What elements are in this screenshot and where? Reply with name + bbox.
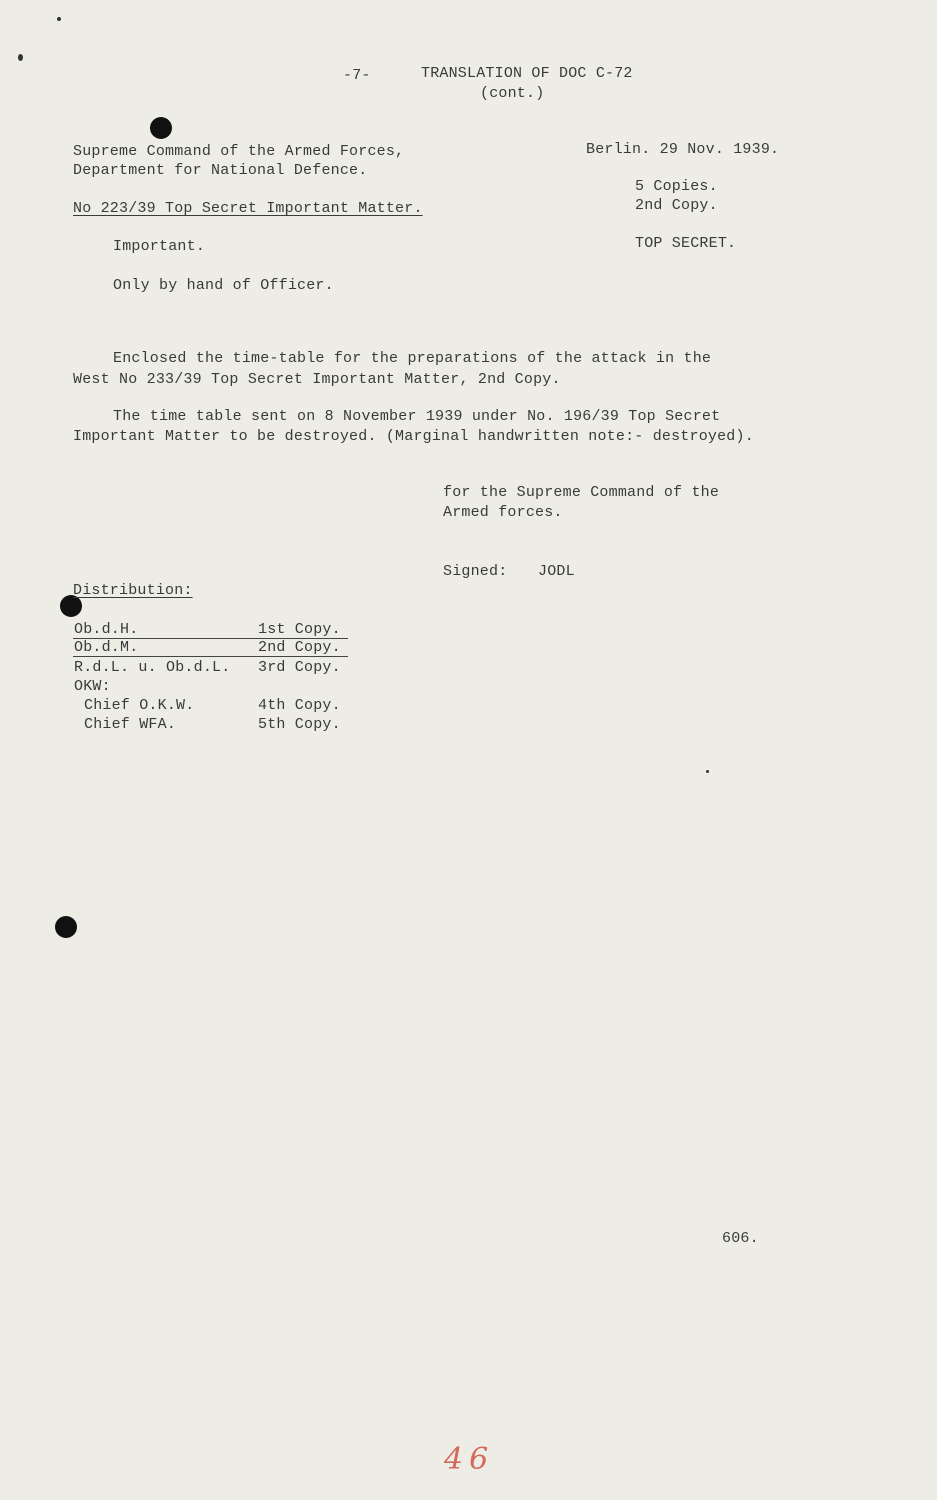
- distribution-rule: [73, 656, 348, 657]
- distribution-heading: Distribution:: [73, 582, 193, 599]
- classification: TOP SECRET.: [635, 235, 737, 252]
- handling-note: Only by hand of Officer.: [113, 277, 334, 294]
- distribution-recipient: Chief WFA.: [84, 716, 177, 733]
- body-paragraph-2-line-1: The time table sent on 8 November 1939 under No. 196/39 Top Secret: [113, 408, 721, 425]
- body-paragraph-1-line-2: West No 233/39 Top Secret Important Matter, 2nd Copy.: [73, 371, 561, 388]
- handwritten-page-number: 46: [444, 1442, 495, 1477]
- distribution-recipient: R.d.L. u. Ob.d.L.: [74, 659, 231, 676]
- sender-line-2: Department for National Defence.: [73, 162, 368, 179]
- distribution-copy: 5th Copy.: [258, 716, 341, 733]
- distribution-copy: 2nd Copy.: [258, 639, 341, 656]
- signature-label: Signed:: [443, 563, 508, 580]
- signature-name: JODL: [538, 563, 575, 580]
- speck: [57, 17, 61, 21]
- page-number: -7-: [343, 67, 371, 84]
- punch-hole-top: [150, 117, 172, 139]
- punch-hole-bottom: [55, 916, 77, 938]
- body-paragraph-2-line-2: Important Matter to be destroyed. (Marginal handwritten note:- destroyed).: [73, 428, 754, 445]
- sender-line-1: Supreme Command of the Armed Forces,: [73, 143, 405, 160]
- distribution-recipient: Ob.d.M.: [74, 639, 139, 656]
- distribution-recipient: OKW:: [74, 678, 111, 695]
- this-copy: 2nd Copy.: [635, 197, 718, 214]
- speck: [18, 54, 23, 61]
- speck: [706, 770, 709, 773]
- closing-line-2: Armed forces.: [443, 504, 563, 521]
- body-paragraph-1-line-1: Enclosed the time-table for the preparations of the attack in the: [113, 350, 712, 367]
- distribution-copy: 3rd Copy.: [258, 659, 341, 676]
- document-title-cont: (cont.): [480, 85, 545, 102]
- distribution-copy: 4th Copy.: [258, 697, 341, 714]
- copies-count: 5 Copies.: [635, 178, 718, 195]
- distribution-copy: 1st Copy.: [258, 621, 341, 638]
- closing-line-1: for the Supreme Command of the: [443, 484, 720, 501]
- place-date: Berlin. 29 Nov. 1939.: [586, 141, 780, 158]
- distribution-recipient: Ob.d.H.: [74, 621, 139, 638]
- reference-number: No 223/39 Top Secret Important Matter.: [73, 200, 423, 217]
- important-note: Important.: [113, 238, 206, 255]
- document-title: TRANSLATION OF DOC C-72: [421, 65, 633, 82]
- distribution-recipient: Chief O.K.W.: [84, 697, 195, 714]
- footer-number: 606.: [722, 1230, 759, 1247]
